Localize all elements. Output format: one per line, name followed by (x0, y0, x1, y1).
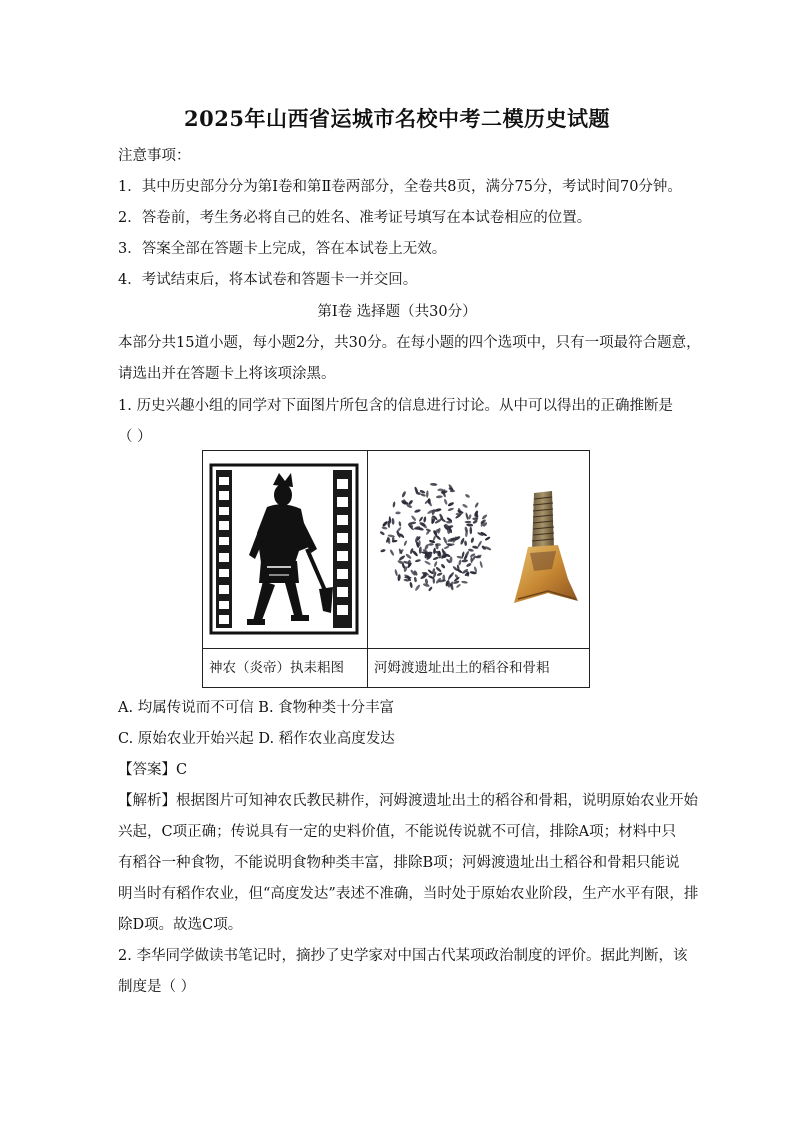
rice-grain (465, 512, 469, 520)
page-title: 2025年山西省运城市名校中考二模历史试题 (184, 106, 610, 131)
rice-grain (436, 572, 442, 577)
rice-grain (426, 490, 429, 498)
q2-stem-line-1: 2. 李华同学做读书笔记时，摘抄了史学家对中国古代某项政治制度的评价。据此判断，该 (118, 948, 688, 964)
q1-answer: 【答案】C (118, 762, 188, 778)
rice-grain (409, 582, 413, 589)
section-intro-line-1: 本部分共15道小题，每小题2分，共30分。在每小题的四个选项中，只有一项最符合题意， (118, 335, 701, 351)
rice-grain (440, 563, 446, 569)
q1-analysis-line-5: 除D项。故选C项。 (118, 917, 243, 933)
rice-grain (461, 580, 468, 584)
section-intro-line-2: 请选出并在答题卡上将该项涂黑。 (118, 366, 336, 382)
rice-grain (411, 515, 417, 522)
q1-stem-line-2: （ ） (118, 429, 152, 445)
rice-grain (382, 520, 389, 527)
rice-grain (401, 491, 406, 498)
rice-grain (381, 526, 387, 530)
rice-grain (392, 501, 395, 507)
rice-grain (424, 560, 431, 565)
hemudu-caption: 河姆渡遗址出土的稻谷和骨耜 (374, 660, 550, 676)
rice-grain (403, 540, 407, 546)
rice-grain (474, 502, 479, 508)
shennong-image-cell (203, 451, 368, 649)
rice-grain (379, 531, 385, 536)
rice-grain (443, 498, 448, 505)
notice-item-1: 1．其中历史部分分为第Ⅰ卷和第Ⅱ卷两部分，全卷共8页，满分75分，考试时间70分钟。 (118, 179, 682, 195)
rice-grain (465, 493, 471, 498)
rice-grain (447, 501, 454, 507)
rice-grain (414, 509, 421, 514)
rice-grain (469, 527, 472, 534)
rice-grain (423, 516, 427, 522)
rice-grain (391, 518, 394, 525)
q1-analysis-line-4: 明当时有稻作农业，但“高度发达”表述不准确，当时处于原始农业阶段，生产水平有限，排 (118, 886, 699, 902)
rice-grain (442, 536, 447, 544)
rice-grain (414, 584, 421, 592)
rice-grain (462, 503, 468, 508)
notice-item-4: 4．考试结束后，将本试卷和答题卡一并交回。 (118, 272, 418, 288)
rice-grain (428, 543, 434, 546)
q1-analysis-line-1: 【解析】根据图片可知神农氏教民耕作，河姆渡遗址出土的稻谷和骨耜，说明原始农业开始 (118, 793, 698, 809)
rice-grain (460, 537, 465, 545)
rice-grain (434, 508, 442, 513)
notice-heading: 注意事项： (118, 148, 191, 164)
rice-grains-image (376, 479, 494, 597)
rice-grain (415, 559, 421, 563)
q1-options-line-2: C. 原始农业开始兴起 D. 稻作农业高度发达 (118, 731, 395, 747)
section-heading: 第Ⅰ卷 选择题（共30分） (317, 304, 477, 320)
rice-grain (432, 556, 439, 561)
rice-grain (479, 561, 483, 569)
rice-grain (435, 534, 441, 540)
rice-grain (481, 514, 487, 520)
rice-grain (470, 537, 474, 543)
q1-analysis-line-3: 有稻谷一种食物，不能说明食物种类丰富，排除B项；河姆渡遗址出土稻谷和骨耜只能说 (118, 855, 680, 871)
shennong-caption: 神农（炎帝）执耒耜图 (203, 649, 368, 687)
rice-grain (466, 523, 473, 527)
rice-grain (395, 511, 400, 514)
q1-analysis-line-2: 兴起，C项正确；传说具有一定的史料价值，不能说传说就不可信，排除A项；材料中只 (118, 824, 677, 840)
rice-grain (397, 574, 401, 581)
rice-grain (398, 521, 401, 527)
shennong-woodcut-image (209, 463, 359, 635)
rice-grain (394, 569, 398, 577)
rice-grain (472, 545, 479, 549)
rice-grain (436, 495, 443, 498)
rice-grain (484, 536, 490, 541)
rice-grain (430, 483, 438, 486)
bone-spade-image (508, 489, 580, 607)
rice-grain (458, 559, 462, 565)
rice-grain (418, 516, 423, 522)
rice-grain (456, 583, 462, 588)
rice-grain (464, 540, 468, 546)
rice-grain (447, 507, 454, 511)
rice-grain (468, 514, 472, 520)
rice-grain (398, 555, 405, 562)
rice-grain (461, 559, 468, 562)
rice-grain (414, 577, 418, 583)
hemudu-image-cell (368, 451, 589, 649)
rice-grain (405, 553, 412, 559)
rice-grain (438, 552, 441, 559)
notice-item-2: 2．答卷前，考生务必将自己的姓名、准考证号填写在本试卷相应的位置。 (118, 210, 592, 226)
q1-figure-table (202, 450, 590, 688)
rice-grain (470, 557, 473, 563)
rice-grain (433, 561, 437, 567)
rice-grain (380, 549, 386, 553)
q1-options-line-1: A. 均属传说而不可信 B. 食物种类十分丰富 (118, 700, 395, 716)
rice-grain (420, 493, 426, 497)
rice-grain (456, 568, 463, 573)
notice-item-3: 3．答案全部在答题卡上完成，答在本试卷上无效。 (118, 241, 447, 257)
rice-grain (404, 576, 412, 579)
rice-grain (389, 549, 394, 556)
rice-grain (433, 548, 436, 555)
q2-stem-line-2: 制度是（ ） (118, 979, 196, 995)
rice-grain (466, 562, 472, 567)
rice-grain (465, 521, 472, 523)
q1-stem-line-1: 1. 历史兴趣小组的同学对下面图片所包含的信息进行讨论。从中可以得出的正确推断是 (118, 398, 673, 414)
rice-grain (428, 586, 433, 592)
